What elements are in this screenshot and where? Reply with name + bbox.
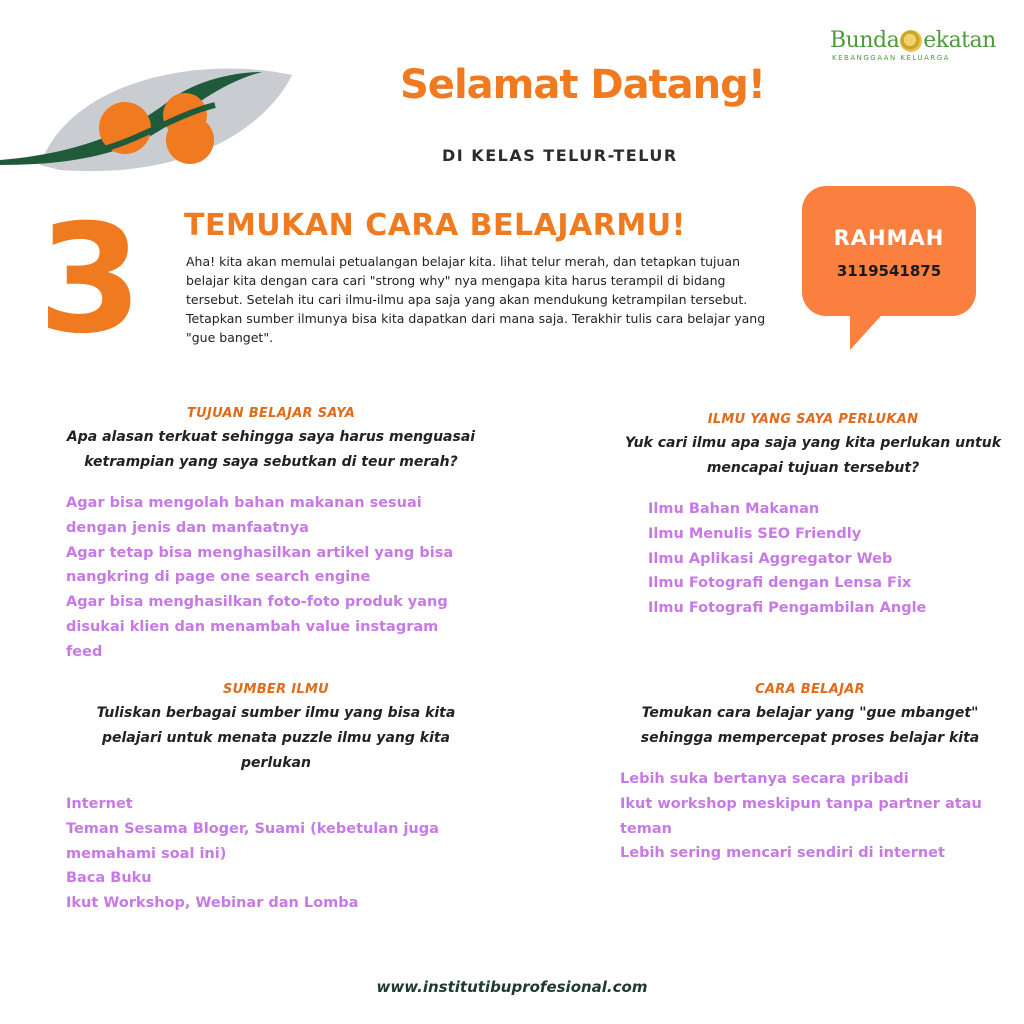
brand-logo bbox=[830, 28, 1010, 62]
page-title: Selamat Datang! bbox=[400, 62, 766, 108]
step-heading: TEMUKAN CARA BELAJARMU! bbox=[184, 208, 686, 243]
section-tujuan-question: Apa alasan terkuat sehingga saya harus menguasai ketrampian yang saya sebutkan di teur merah? bbox=[66, 429, 476, 470]
cocoon-icon bbox=[900, 30, 922, 52]
section-sumber-heading: SUMBER ILMU bbox=[222, 682, 330, 697]
list-item: Teman Sesama Bloger, Suami (kebetulan juga memahami soal ini) bbox=[66, 820, 439, 862]
list-item: Ilmu Bahan Makanan bbox=[648, 501, 820, 517]
list-item: Agar bisa menghasilkan foto-foto produk yang disukai klien dan menambah value instagram feed bbox=[66, 594, 448, 660]
list-item: Ilmu Fotografi dengan Lensa Fix bbox=[648, 575, 912, 592]
brand-name-left: Bunda bbox=[830, 28, 900, 53]
list-item: Ilmu Menulis SEO Friendly bbox=[648, 525, 862, 542]
section-cara-heading: CARA BELAJAR bbox=[755, 682, 865, 697]
bubble-tail bbox=[850, 306, 890, 350]
section-sumber-list bbox=[66, 792, 486, 916]
brand-tagline: KEBANGGAAN KELUARGA bbox=[832, 54, 950, 62]
list-item: Agar tetap bisa menghasilkan artikel yang bisa nangkring di page one search engine bbox=[66, 544, 454, 586]
step-intro: Aha! kita akan memulai petualangan belajar kita. lihat telur merah, dan tetapkan tujuan belajar kita dengan cara cari "strong why" nya mengapa kita harus terampil di bidang tersebut. Setelah itu cari ilmu-ilmu apa saja yang akan mendukung ketrampilan tersebut. Tetapkan sumber ilmunya bisa kita dapatkan dari mana saja. Terakhir tulis cara belajar yang "gue banget". bbox=[186, 254, 766, 345]
section-cara-question: Temukan cara belajar yang "gue mbanget" sehingga mempercepat proses belajar kita bbox=[640, 705, 980, 746]
list-item: Internet bbox=[66, 796, 133, 812]
section-ilmu bbox=[620, 412, 1006, 621]
footer-url: www.institutibuprofesional.com bbox=[376, 978, 648, 996]
list-item: Lebih sering mencari sendiri di internet bbox=[620, 845, 945, 862]
list-item: Ikut Workshop, Webinar dan Lomba bbox=[66, 895, 359, 912]
section-ilmu-list bbox=[620, 497, 1006, 621]
section-tujuan-heading: TUJUAN BELAJAR SAYA bbox=[186, 406, 356, 421]
section-cara bbox=[620, 682, 1000, 866]
page-subtitle: DI KELAS TELUR-TELUR bbox=[442, 146, 678, 165]
list-item: Baca Buku bbox=[66, 870, 152, 887]
section-sumber-question: Tuliskan berbagai sumber ilmu yang bisa kita pelajari untuk menata puzzle ilmu yang kita perlukan bbox=[96, 705, 456, 771]
section-tujuan-list bbox=[66, 491, 476, 665]
list-item: Lebih suka bertanya secara pribadi bbox=[620, 771, 909, 787]
leaf-egg-icon bbox=[0, 60, 300, 180]
section-sumber bbox=[66, 682, 486, 916]
list-item: Ilmu Fotografi Pengambilan Angle bbox=[648, 600, 927, 617]
section-ilmu-heading: ILMU YANG SAYA PERLUKAN bbox=[707, 412, 919, 427]
participant-id: 3119541875 bbox=[836, 262, 942, 280]
section-ilmu-question: Yuk cari ilmu apa saja yang kita perlukan untuk mencapai tujuan tersebut? bbox=[624, 435, 1002, 476]
list-item: Agar bisa mengolah bahan makanan sesuai dengan jenis dan manfaatnya bbox=[66, 495, 422, 536]
brand-name bbox=[830, 28, 1010, 53]
list-item: Ikut workshop meskipun tanpa partner atau teman bbox=[620, 795, 982, 837]
section-cara-list bbox=[620, 767, 1000, 866]
leaf-egg-logo bbox=[0, 60, 300, 180]
name-bubble bbox=[802, 186, 976, 316]
step-number: 3 bbox=[38, 193, 143, 367]
section-tujuan bbox=[66, 406, 476, 665]
brand-name-right: ekatan bbox=[923, 28, 996, 53]
list-item: Ilmu Aplikasi Aggregator Web bbox=[648, 550, 893, 567]
participant-name: RAHMAH bbox=[833, 226, 945, 250]
